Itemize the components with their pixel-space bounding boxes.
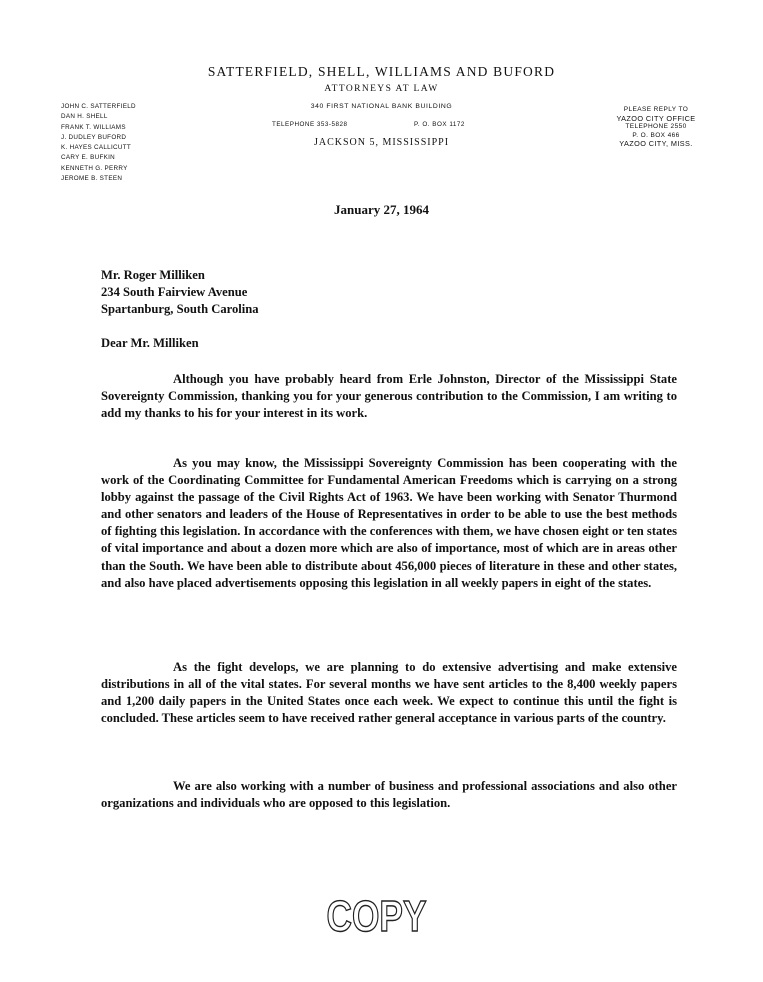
reply-po-box: P. O. BOX 466 <box>632 131 680 139</box>
recipient-city: Spartanburg, South Carolina <box>101 302 259 317</box>
reply-telephone: TELEPHONE 2550 <box>625 123 687 131</box>
partner-name: FRANK T. WILLIAMS <box>61 123 126 131</box>
letter-paragraph: As the fight develops, we are planning to do extensive advertising and make extensive distributions in all of the vital states. For several months we have sent articles to the 8,400 weekly papers and 1,200 daily papers in the United States once each week. We expect to continue this until the fight is concluded. These articles seem to have received rather general acceptance in various parts of the country. <box>101 660 677 726</box>
partner-name: K. HAYES CALLICUTT <box>61 144 132 152</box>
partner-name: JEROME B. STEEN <box>61 175 123 183</box>
partner-name: CARY E. BUFKIN <box>61 154 116 162</box>
reply-to-label: PLEASE REPLY TO <box>623 106 689 113</box>
partner-name: DAN H. SHELL <box>61 113 108 121</box>
reply-city: YAZOO CITY, MISS. <box>619 139 693 149</box>
recipient-name: Mr. Roger Milliken <box>101 268 205 282</box>
partner-name: KENNETH G. PERRY <box>61 164 128 172</box>
salutation: Dear Mr. Milliken <box>101 336 199 350</box>
firm-telephone: TELEPHONE 353-5828 <box>272 121 348 128</box>
reply-to-block <box>596 106 716 149</box>
letter-paragraph: We are also working with a number of business and professional associations and also other organizations and individuals who are opposed to this legislation. <box>101 779 677 811</box>
copy-stamp-text: COPY <box>326 892 427 941</box>
partner-name: J. DUDLEY BUFORD <box>61 133 127 141</box>
firm-name: SATTERFIELD, SHELL, WILLIAMS AND BUFORD <box>207 64 556 79</box>
letter-paragraph: As you may know, the Mississippi Sovereignty Commission has been cooperating with the work of the Coordinating Committee for Fundamental American Freedoms which is carrying on a strong lobby against the passage of the Civil Rights Act of 1963. We have been working with Senator Thurmond and other senators and leaders of the House of Representatives in order to be able to use the best methods of fighting this legislation. In accordance with the conferences with them, we have chosen eight or ten states of vital importance and about a dozen more which are also of importance, most of which are in areas other than the South. We have been able to distribute about 456,000 pieces of literature in these and other states, and also have placed advertisements opposing this legislation in all weekly papers in eight of the states. <box>101 456 677 590</box>
firm-address: 340 FIRST NATIONAL BANK BUILDING <box>310 103 453 110</box>
firm-city: JACKSON 5, MISSISSIPPI <box>313 137 450 148</box>
partner-name: JOHN C. SATTERFIELD <box>61 103 136 110</box>
letter-paragraph: Although you have probably heard from Erle Johnston, Director of the Mississippi State Sovereignty Commission, thanking you for your generous contribution to the Commission, I am writing to add my thanks to his for your interest in its work. <box>101 372 677 421</box>
letter-date: January 27, 1964 <box>334 202 429 217</box>
inside-address <box>101 267 259 318</box>
reply-office: YAZOO CITY OFFICE <box>616 113 696 123</box>
firm-subtitle: ATTORNEYS AT LAW <box>324 84 439 94</box>
firm-po-box: P. O. BOX 1172 <box>414 121 465 128</box>
copy-stamp <box>325 890 428 941</box>
recipient-street: 234 South Fairview Avenue <box>101 285 248 300</box>
